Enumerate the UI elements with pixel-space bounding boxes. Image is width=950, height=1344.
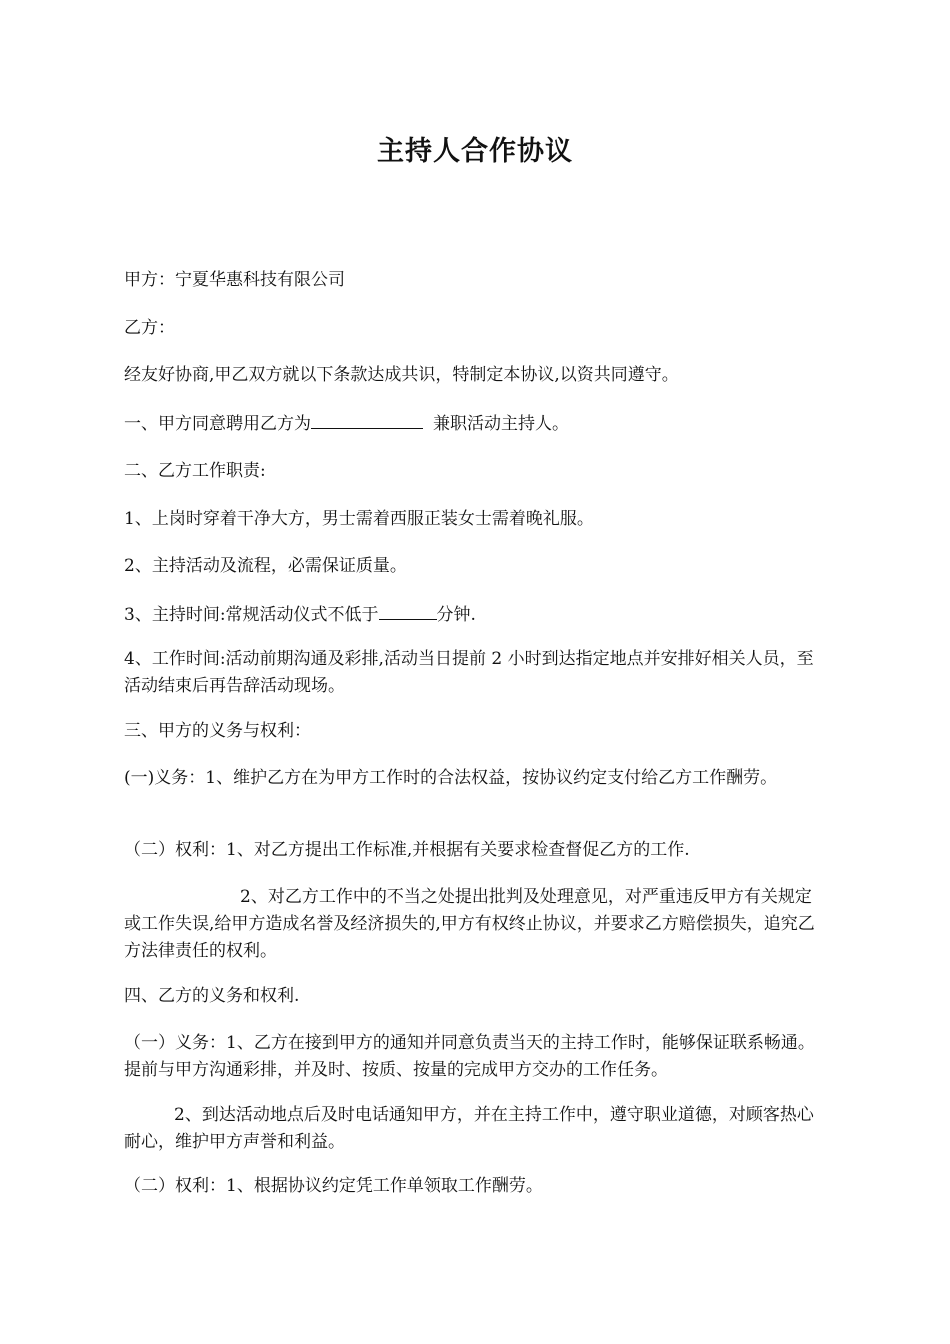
duty-3-text-before: 3、主持时间:常规活动仪式不低于 xyxy=(124,605,379,625)
position-blank xyxy=(311,410,423,429)
clause-3-heading: 三、甲方的义务与权利： xyxy=(124,721,311,741)
minutes-blank xyxy=(379,601,437,620)
party-a-right-1: （二）权利：1、对乙方提出工作标准,并根据有关要求检查督促乙方的工作. xyxy=(124,840,690,860)
party-b-obligation-2: 2、到达活动地点后及时电话通知甲方，并在主持工作中，遵守职业道德，对顾客热心耐心，维护甲方声誉和利益。 xyxy=(124,1105,814,1152)
duty-2: 2、主持活动及流程，必需保证质量。 xyxy=(124,556,407,576)
duty-1: 1、上岗时穿着干净大方，男士需着西服正装女士需着晚礼服。 xyxy=(124,509,594,529)
party-a-obligation: (一)义务：1、维护乙方在为甲方工作时的合法权益，按协议约定支付给乙方工作酬劳。 xyxy=(124,768,778,788)
clause-1-text-before: 一、甲方同意聘用乙方为 xyxy=(124,414,311,434)
intro-paragraph: 经友好协商,甲乙双方就以下条款达成共识，特制定本协议,以资共同遵守。 xyxy=(124,365,679,385)
party-b-right-1: （二）权利：1、根据协议约定凭工作单领取工作酬劳。 xyxy=(124,1176,543,1196)
party-b: 乙方： xyxy=(124,318,175,338)
clause-1-text-after: 兼职活动主持人。 xyxy=(433,414,569,434)
party-b-obligation-1: （一）义务：1、乙方在接到甲方的通知并同意负责当天的主持工作时，能够保证联系畅通。提前与甲方沟通彩排，并及时、按质、按量的完成甲方交办的工作任务。 xyxy=(124,1033,815,1080)
duty-3 xyxy=(124,601,828,629)
clause-1 xyxy=(124,410,828,438)
party-a: 甲方：宁夏华惠科技有限公司 xyxy=(124,270,345,290)
party-a-right-2: 2、对乙方工作中的不当之处提出批判及处理意见，对严重违反甲方有关规定或工作失误,给甲方造成名誉及经济损失的,甲方有权终止协议，并要求乙方赔偿损失，追究乙方法律责任的权利。 xyxy=(124,887,815,961)
clause-4-heading: 四、乙方的义务和权利. xyxy=(124,986,300,1006)
clause-2-heading: 二、乙方工作职责: xyxy=(124,461,266,481)
duty-3-text-after: 分钟. xyxy=(436,605,476,625)
duty-4: 4、工作时间:活动前期沟通及彩排,活动当日提前 2 小时到达指定地点并安排好相关人员，至活动结束后再告辞活动现场。 xyxy=(124,649,814,696)
document-title: 主持人合作协议 xyxy=(377,136,573,167)
